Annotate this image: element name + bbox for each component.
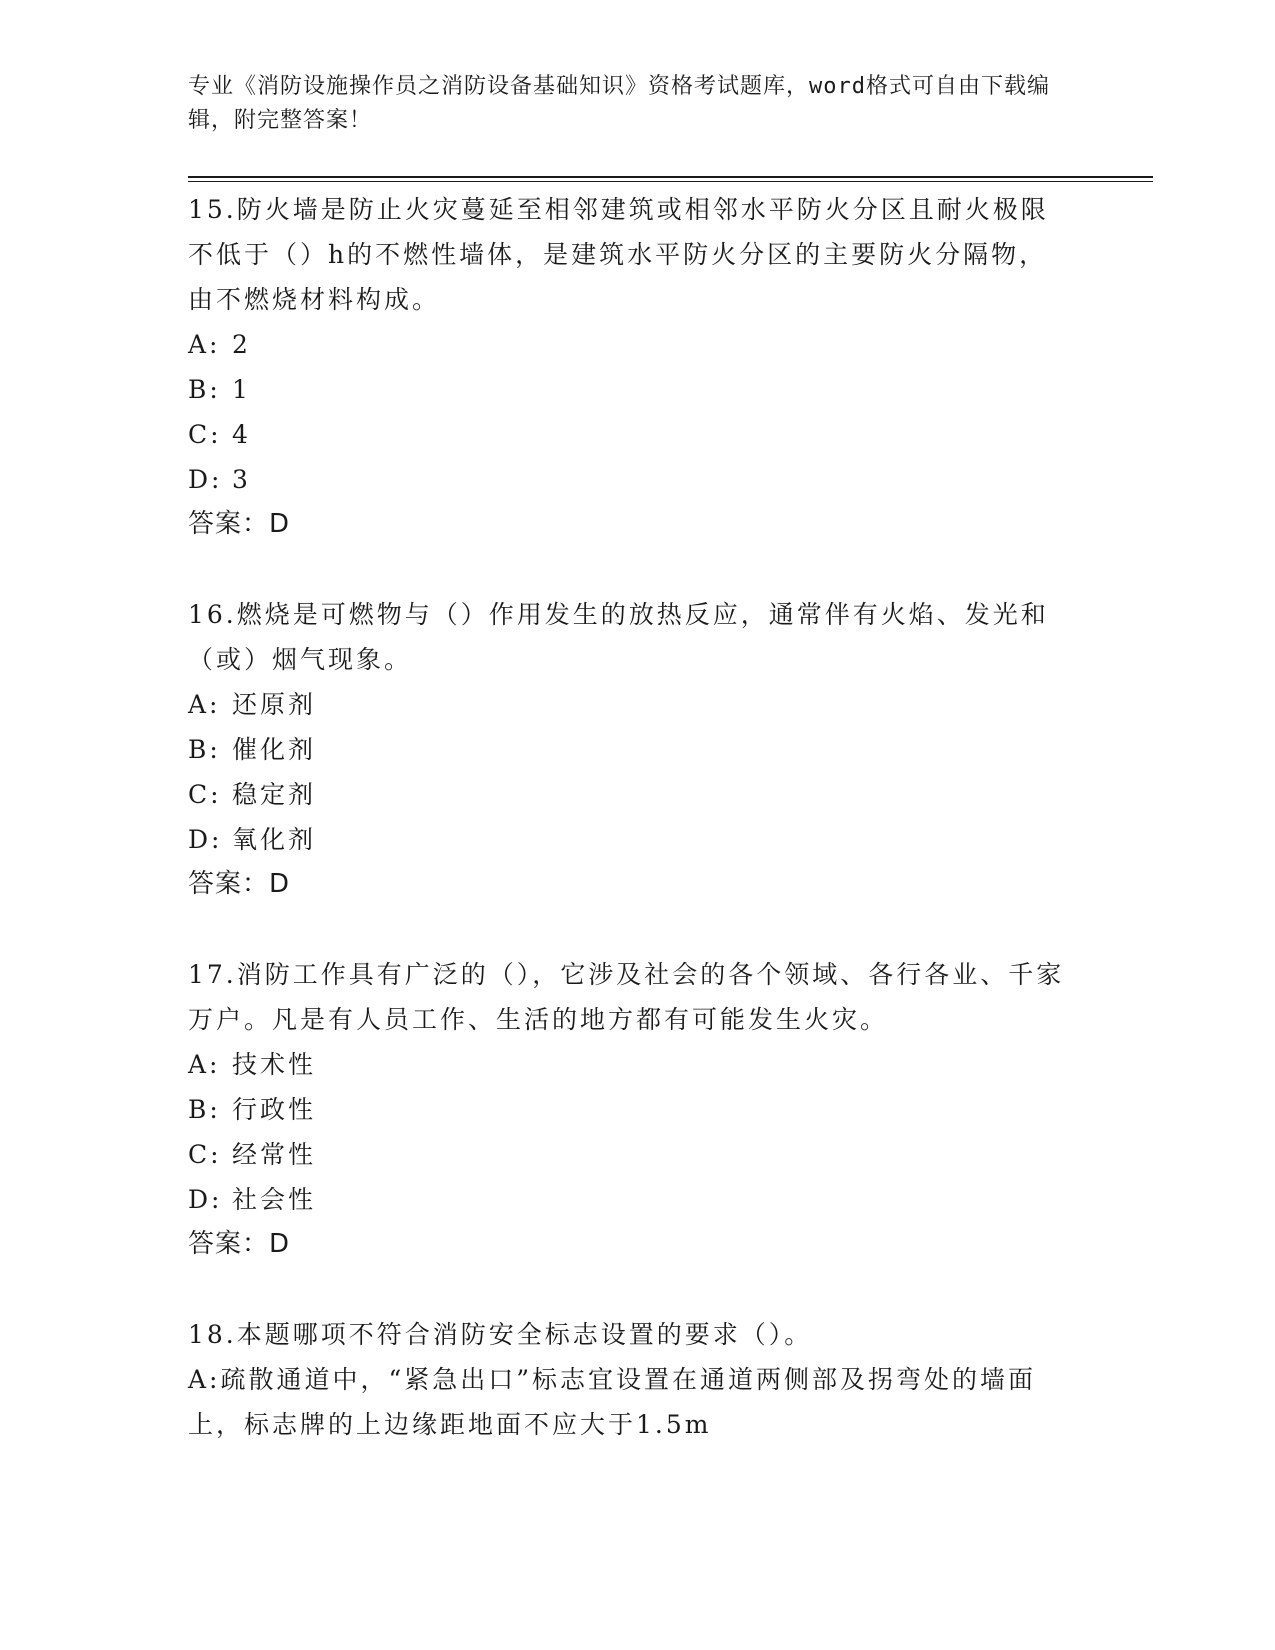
- question-list: [188, 187, 1068, 1492]
- option-text: 催化剂: [232, 735, 317, 764]
- option-key: A:: [188, 1050, 221, 1079]
- answer-line: 答案：D: [188, 1229, 291, 1259]
- option-text: 2: [232, 330, 251, 359]
- option-b: [188, 1087, 1068, 1132]
- option-text: 经常性: [232, 1140, 317, 1169]
- option-text: 疏散通道中，“紧急出口”标志宜设置在通道两侧部及拐弯处的墙面上，标志牌的上边缘距地面不应大于1.5m: [188, 1365, 1037, 1439]
- option-key: B:: [188, 375, 221, 404]
- option-key: B:: [188, 1095, 221, 1124]
- option-c: [188, 772, 1068, 817]
- question-15: [188, 187, 1068, 547]
- option-d: [188, 817, 1068, 862]
- question-18: [188, 1312, 1068, 1447]
- document-header: 专业《消防设施操作员之消防设备基础知识》资格考试题库，word格式可自由下载编辑，附完整答案！: [188, 74, 1050, 133]
- header-divider-thick: [188, 176, 1153, 178]
- option-key: C:: [188, 420, 222, 449]
- option-a: [188, 1357, 1068, 1447]
- option-key: D:: [188, 825, 223, 854]
- option-text: 1: [232, 375, 251, 404]
- answer-line: 答案：D: [188, 509, 291, 539]
- answer-line: 答案：D: [188, 869, 291, 899]
- option-b: [188, 367, 1068, 412]
- question-stem: 15.防火墙是防止火灾蔓延至相邻建筑或相邻水平防火分区且耐火极限不低于（）h的不燃性墙体，是建筑水平防火分区的主要防火分隔物，由不燃烧材料构成。: [188, 195, 1049, 314]
- option-b: [188, 727, 1068, 772]
- option-text: 氧化剂: [232, 825, 317, 854]
- option-c: [188, 412, 1068, 457]
- option-text: 社会性: [232, 1185, 317, 1214]
- option-key: D:: [188, 465, 223, 494]
- option-text: 3: [232, 465, 251, 494]
- option-key: A:: [188, 1365, 221, 1394]
- option-key: B:: [188, 735, 221, 764]
- header-divider-thin: [188, 181, 1153, 182]
- question-stem: 16.燃烧是可燃物与（）作用发生的放热反应，通常伴有火焰、发光和（或）烟气现象。: [188, 600, 1049, 674]
- option-key: A:: [188, 330, 221, 359]
- option-text: 行政性: [232, 1095, 317, 1124]
- question-stem: 17.消防工作具有广泛的（），它涉及社会的各个领域、各行各业、千家万户。凡是有人员工作、生活的地方都有可能发生火灾。: [188, 960, 1065, 1034]
- option-c: [188, 1132, 1068, 1177]
- option-key: A:: [188, 690, 221, 719]
- option-d: [188, 457, 1068, 502]
- question-17: [188, 952, 1068, 1267]
- question-16: [188, 592, 1068, 907]
- option-key: C:: [188, 1140, 222, 1169]
- question-stem: 18.本题哪项不符合消防安全标志设置的要求（）。: [188, 1320, 813, 1349]
- option-a: [188, 322, 1068, 367]
- option-a: [188, 1042, 1068, 1087]
- option-a: [188, 682, 1068, 727]
- option-key: D:: [188, 1185, 223, 1214]
- option-text: 4: [232, 420, 251, 449]
- option-key: C:: [188, 780, 222, 809]
- option-text: 技术性: [232, 1050, 317, 1079]
- option-d: [188, 1177, 1068, 1222]
- option-text: 还原剂: [232, 690, 317, 719]
- option-text: 稳定剂: [232, 780, 317, 809]
